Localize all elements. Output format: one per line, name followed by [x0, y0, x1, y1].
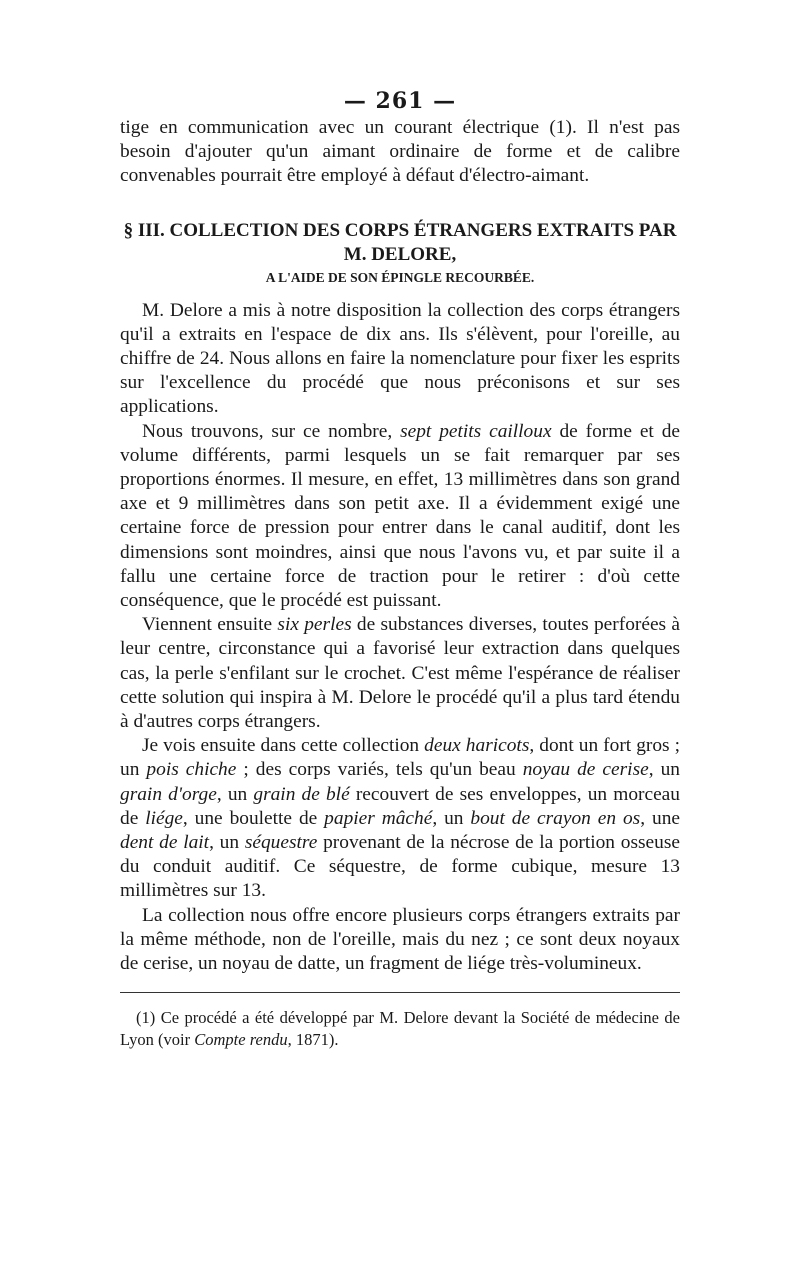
footnote-divider [120, 992, 680, 993]
italic-term: papier mâché [324, 807, 433, 829]
italic-term: deux haricots [424, 735, 530, 757]
section-title-line1: § III. COLLECTION DES CORPS ÉTRANGERS EXTRAITS PAR M. DELORE, [123, 219, 677, 265]
italic-term: noyau de cerise [522, 759, 649, 781]
text-run: , un [216, 783, 254, 805]
text-run: recouvert de ses enveloppes, un morceau de [120, 783, 680, 829]
paragraph-continued: tige en communication avec un courant électrique (1). Il n'est pas besoin d'ajouter qu'un aimant ordinaire de forme et de calibre convenables pourrait être employé à défaut d'électro-aimant. [120, 117, 680, 187]
text-run: , un [648, 759, 680, 781]
italic-term: Compte rendu [194, 1030, 288, 1050]
section-title-line2: A L'AIDE DE SON ÉPINGLE RECOURBÉE. [265, 269, 535, 285]
text-run: , 1871). [287, 1030, 339, 1050]
text-run: Je vois ensuite dans cette collection [142, 735, 425, 757]
text-run: , un [209, 832, 245, 854]
paragraph-cailloux [120, 420, 680, 614]
italic-term: sept petits cailloux [400, 420, 552, 442]
book-page [120, 88, 680, 1068]
paragraph-intro: M. Delore a mis à notre disposition la collection des corps étrangers qu'il a extraits en l'espace de dix ans. Ils s'élèvent, pour l'oreille, au chiffre de 24. Nous allons en faire la nomenclature pour fixer les esprits sur l'excellence du procédé que nous préconisons et sur ses applications. [120, 299, 680, 418]
italic-term: séquestre [244, 832, 318, 854]
italic-term: grain d'orge [120, 783, 217, 805]
text-run: , une [640, 807, 680, 829]
italic-term: dent de lait [120, 832, 210, 854]
page-number: — 261 — [343, 88, 457, 114]
text-run: , dont un fort gros ; un [120, 735, 681, 781]
text-run: provenant de la nécrose de la portion osseuse du conduit auditif. Ce séquestre, de forme cubique, mesure 13 millimètres sur 13. [120, 832, 681, 902]
paragraph-nez: La collection nous offre encore plusieurs corps étrangers extraits par la même méthode, non de l'oreille, mais du nez ; ce sont deux noyaux de cerise, un noyau de datte, un fragment de liége très-volumineux. [120, 904, 680, 975]
text-run: de forme et de volume différents, parmi lesquels un se fait remarquer par ses proportions énormes. Il mesure, en effet, 13 millimètres dans son grand axe et 9 millimètres dans son petit axe. Il a évidemment exigé une certaine force de pression pour entrer dans le canal auditif, dont les dimensions sont moindres, ainsi que nous l'avons vu, et par suite il a fallu une certaine force de traction pour le retirer : d'où cette conséquence, que le procédé est puissant. [120, 420, 680, 612]
text-run: (1) Ce procédé a été développé par M. Delore devant la Société de médecine de Lyon (voir [120, 1008, 680, 1050]
section-heading [120, 219, 680, 289]
paragraph-collection [120, 734, 680, 903]
italic-term: six perles [277, 614, 352, 636]
italic-term: pois chiche [146, 759, 237, 781]
text-run: , un [432, 807, 471, 829]
paragraph-perles [120, 613, 680, 734]
text-run: Viennent ensuite [142, 614, 278, 636]
italic-term: bout de crayon en os [470, 807, 641, 829]
italic-term: grain de blé [253, 783, 350, 805]
text-run: Nous trouvons, sur ce nombre, [142, 420, 401, 442]
text-run: , une boulette de [182, 807, 325, 829]
text-run: ; des corps variés, tels qu'un beau [236, 759, 523, 781]
text-run: de substances diverses, toutes perforées à leur centre, circonstance qui a favorisé leur extraction dans quelques cas, la perle s'enfilant sur le crochet. C'est même l'espérance de réaliser cette solution qui inspira à M. Delore le procédé qu'il a plus tard étendu à d'autres corps étrangers. [120, 614, 680, 733]
italic-term: liége [145, 807, 183, 829]
footnote [120, 1007, 680, 1051]
